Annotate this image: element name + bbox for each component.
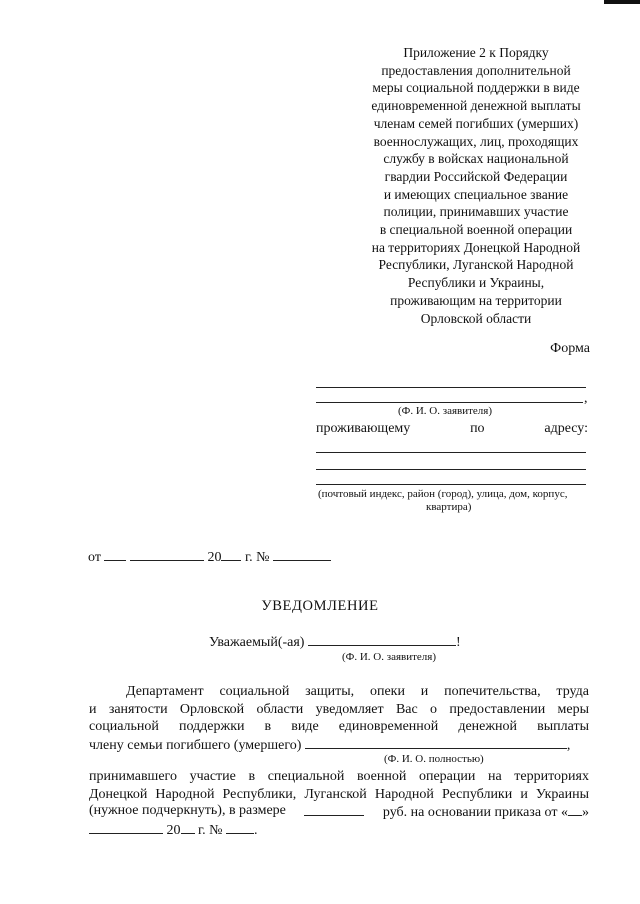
greeting-caption: (Ф. И. О. заявителя) [342, 651, 437, 663]
body-line [126, 683, 589, 701]
appendix-line: Республики и Украины, [407, 275, 545, 291]
body-text: г. № [198, 823, 223, 838]
order-year-field[interactable] [181, 821, 195, 834]
body-text: руб. на основании приказа от « [382, 805, 568, 820]
number-prefix: г. № [244, 550, 270, 565]
body-text: и занятости Орловской области уведомляет Вас о предоставлении меры [89, 701, 589, 717]
address-word: по [470, 421, 485, 436]
body-comma: , [566, 737, 571, 753]
body-text: (нужное подчеркнуть), в размере [89, 803, 286, 818]
address-field[interactable] [316, 452, 586, 453]
greeting-end: ! [455, 635, 461, 650]
appendix-line: в специальной военной операции [379, 222, 573, 238]
greeting-text: Уважаемый(-ая) [209, 635, 305, 650]
body-text: Донецкой Народной Республики, Луганской Народной Республики и Украины [89, 786, 589, 802]
address-caption: (почтовый индекс, район (город), улица, дом, корпус, [318, 488, 568, 500]
date-prefix: от [88, 550, 101, 565]
body-line8 [89, 821, 258, 839]
body-line4 [89, 736, 570, 754]
appendix-line: меры социальной поддержки в виде [372, 80, 580, 96]
appendix-line: Республики, Луганской Народной [378, 257, 574, 273]
date-line [88, 548, 331, 566]
appendix-header [316, 44, 636, 327]
body-text: . [254, 823, 258, 838]
appendix-line: гвардии Российской Федерации [384, 168, 568, 184]
appendix-line: военнослужащих, лиц, проходящих [373, 133, 579, 149]
year-prefix: 20 [207, 550, 222, 565]
body-text: принимавшего участие в специальной военной операции на территориях [89, 769, 589, 784]
body-text: 20 [166, 823, 181, 838]
greeting-line [209, 633, 461, 651]
number-field[interactable] [273, 548, 331, 561]
amount-field[interactable] [304, 803, 364, 816]
corner-mark [604, 0, 640, 4]
applicant-comma: , [584, 391, 588, 406]
address-row [316, 421, 588, 437]
deceased-name-field[interactable] [305, 736, 567, 749]
appendix-line: на территориях Донецкой Народной [371, 239, 581, 255]
appendix-line: Приложение 2 к Порядку [403, 45, 549, 60]
appendix-line: и имеющих специальное звание [383, 186, 569, 202]
appendix-line: Орловской области [420, 310, 532, 326]
body-line7 [89, 803, 589, 821]
appendix-line: предоставления дополнительной [381, 62, 571, 78]
applicant-name-field[interactable] [316, 387, 586, 388]
body-text: Департамент социальной защиты, опеки и попечительства, труда [126, 684, 589, 699]
address-word: проживающему [316, 421, 411, 436]
deceased-caption: (Ф. И. О. полностью) [384, 753, 484, 765]
address-field[interactable] [316, 469, 586, 470]
appendix-line: членам семей погибших (умерших) [373, 115, 579, 131]
address-field[interactable] [316, 484, 586, 485]
body-paragraph [89, 701, 589, 736]
day-field[interactable] [104, 548, 126, 561]
address-word: адресу: [544, 421, 588, 436]
year-field[interactable] [221, 548, 241, 561]
applicant-name-field[interactable] [316, 402, 583, 403]
body-text: социальной поддержки в виде единовременной денежной выплаты [89, 719, 589, 735]
order-day-field[interactable] [568, 803, 582, 816]
body-text: » [582, 805, 589, 820]
appendix-line: проживающим на территории [390, 292, 562, 308]
order-number-field[interactable] [226, 821, 254, 834]
applicant-fio-caption: (Ф. И. О. заявителя) [398, 405, 493, 417]
form-label: Форма [550, 341, 590, 356]
body-text: члену семьи погибшего (умершего) [89, 737, 302, 753]
order-month-field[interactable] [89, 821, 163, 834]
greeting-name-field[interactable] [308, 633, 456, 646]
body-paragraph [89, 768, 589, 803]
document-title: УВЕДОМЛЕНИЕ [261, 598, 379, 614]
appendix-line: полиции, принимавших участие [383, 204, 569, 220]
appendix-line: единовременной денежной выплаты [371, 98, 581, 114]
address-caption: квартира) [426, 501, 472, 513]
month-field[interactable] [130, 548, 204, 561]
appendix-line: службу в войсках национальной [383, 151, 569, 167]
